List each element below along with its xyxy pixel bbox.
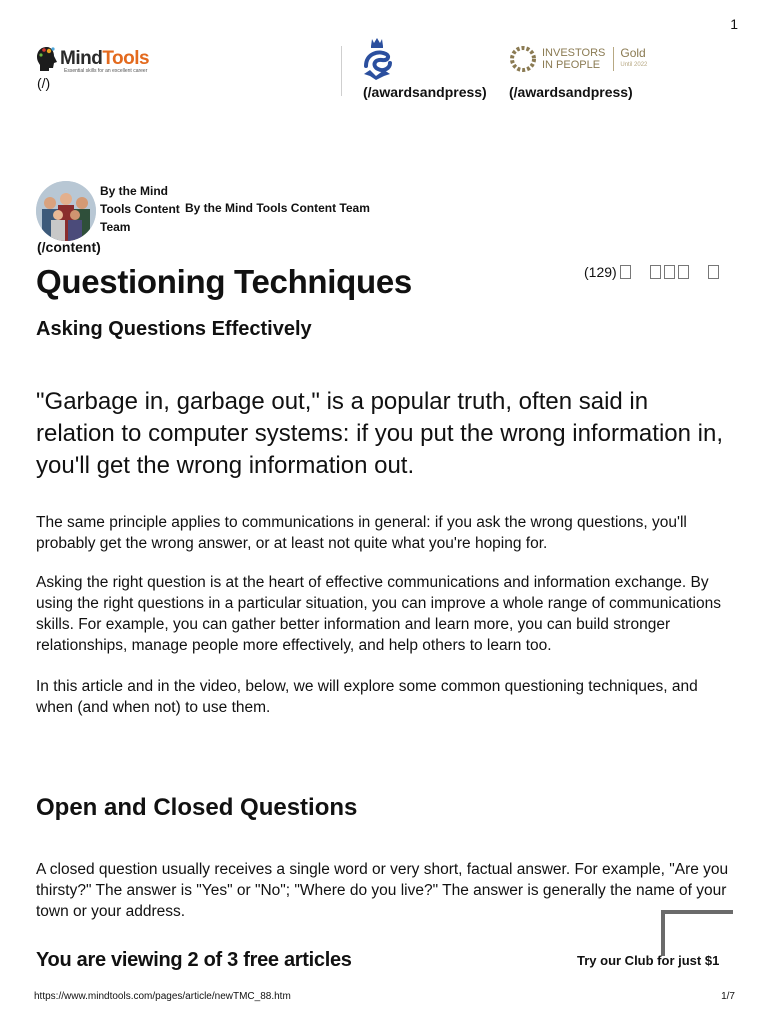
- paragraph-4: A closed question usually receives a single word or very short, factual answer. For example, "Are you thirsty?" The answer is "Yes" or "No"; "Where do you live?" The answer is generally the name of your town or your address.: [36, 861, 729, 920]
- rating-count: (129): [584, 264, 617, 280]
- free-articles-counter: You are viewing 2 of 3 free articles: [36, 949, 352, 971]
- mindtools-logo[interactable]: [36, 46, 149, 72]
- iip-line-2: IN PEOPLE: [542, 59, 601, 71]
- page-url: https://www.mindtools.com/pages/article/newTMC_88.htm: [34, 991, 291, 1002]
- star-icon[interactable]: [650, 265, 661, 279]
- author-byline-short[interactable]: By the Mind Tools Content Team: [100, 184, 180, 234]
- lead-paragraph: "Garbage in, garbage out," is a popular truth, often said in relation to computer systems: if you put the wrong information in, you'll get the wrong information out.: [36, 388, 723, 479]
- star-icon[interactable]: [708, 265, 719, 279]
- laurel-icon: [508, 44, 538, 74]
- queens-award-icon[interactable]: [360, 36, 394, 82]
- club-offer-link[interactable]: Try our Club for just $1: [577, 953, 720, 968]
- home-link[interactable]: (/): [37, 75, 51, 91]
- paragraph-3: In this article and in the video, below, we will explore some common questioning techniques, and when (and when not) to use them.: [36, 678, 698, 716]
- section-heading: Open and Closed Questions: [36, 794, 358, 821]
- header-divider: [341, 46, 342, 96]
- star-icon[interactable]: [678, 265, 689, 279]
- page-title: Questioning Techniques: [36, 263, 412, 300]
- iip-until: Until 2022: [620, 62, 648, 68]
- page-number: 1: [730, 16, 738, 32]
- logo-tools: Tools: [102, 48, 150, 69]
- rating[interactable]: [584, 264, 719, 280]
- iip-gold: [613, 47, 647, 71]
- paragraph-1: The same principle applies to communications in general: if you ask the wrong questions, you'll probably get the wrong answer, or at least not quite what you're hoping for.: [36, 514, 687, 552]
- team-photo-icon: [36, 181, 96, 241]
- iip-text: [542, 47, 605, 71]
- author-avatar[interactable]: [36, 181, 96, 241]
- page-counter: 1/7: [721, 991, 735, 1002]
- paragraph-2: Asking the right question is at the heart of effective communications and information exchange. By using the right questions in a particular situation, you can improve a whole range of communications skills. For example, you can gather better information and learn more, you can build stronger relationships, manage people more effectively, and help others to learn too.: [36, 574, 721, 654]
- logo-mind: Mind: [60, 48, 103, 69]
- awards-link-1[interactable]: (/awardsandpress): [363, 84, 487, 100]
- head-icon: [36, 46, 58, 72]
- investors-in-people-badge[interactable]: [508, 44, 647, 74]
- page-subtitle: Asking Questions Effectively: [36, 318, 312, 340]
- author-byline[interactable]: By the Mind Tools Content Team: [185, 201, 370, 215]
- content-link[interactable]: (/content): [37, 239, 101, 255]
- overlay-frame: [661, 910, 733, 956]
- logo-wordmark: [60, 50, 149, 68]
- iip-line-1: INVESTORS: [542, 47, 606, 59]
- logo-tagline: Essential skills for an excellent career: [64, 68, 148, 74]
- iip-gold-label: Gold: [620, 46, 646, 60]
- awards-link-2[interactable]: (/awardsandpress): [509, 84, 633, 100]
- star-icon[interactable]: [664, 265, 675, 279]
- star-icon[interactable]: [620, 265, 631, 279]
